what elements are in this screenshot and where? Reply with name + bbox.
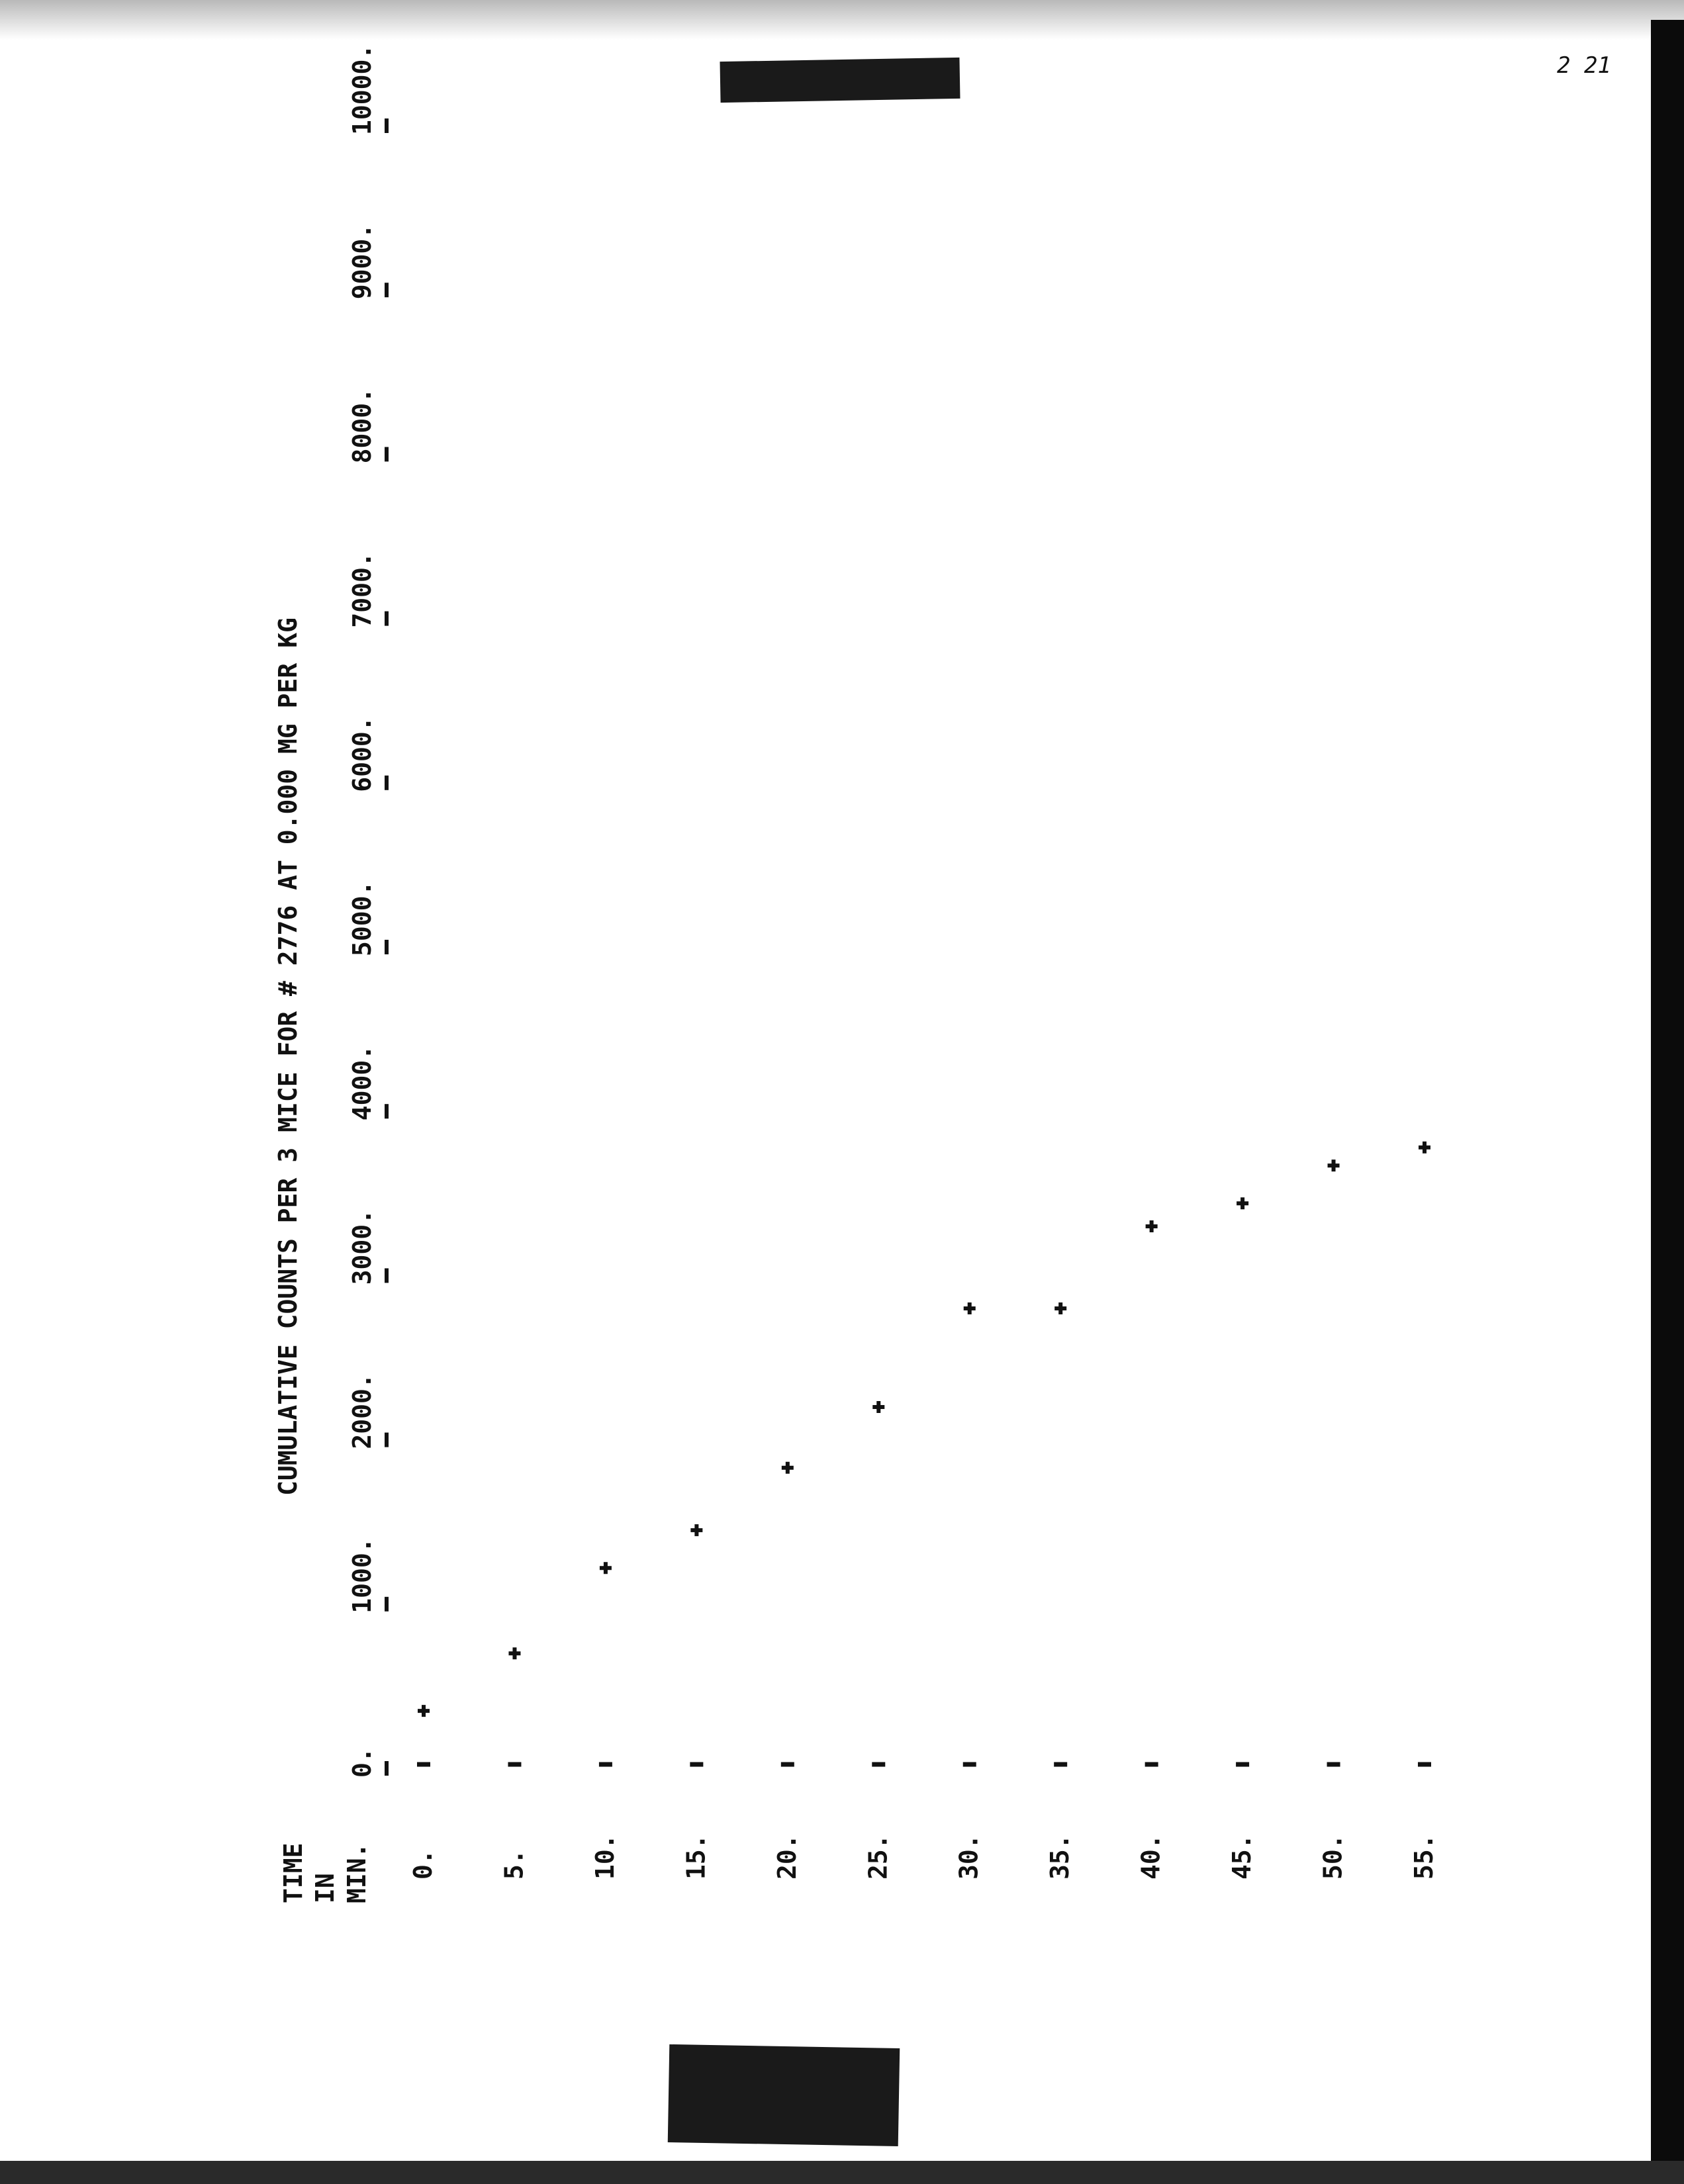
data-points [418,1142,1430,1717]
count-tick-label: 1000. [348,1537,377,1614]
data-point-plus [782,1462,794,1474]
count-tick-label: 4000. [348,1044,377,1121]
time-tick-label: 20. [772,1834,802,1880]
data-point-plus [1237,1197,1248,1209]
data-point-plus [418,1705,430,1717]
count-tick-label: 0. [348,1747,377,1778]
count-tick-label: 5000. [348,880,377,956]
count-tick-label: 8000. [348,388,377,464]
time-axis-label-line: TIME [279,1843,308,1903]
count-tick-label: 9000. [348,223,377,300]
data-point-plus [1054,1302,1066,1314]
time-axis-label-line: MIN. [342,1843,371,1903]
time-tick-label: 0. [408,1849,438,1880]
count-tick-label: 6000. [348,716,377,792]
time-tick-label: 30. [954,1834,984,1880]
data-point-plus [872,1401,884,1413]
time-tick-label: 5. [499,1849,529,1880]
time-tick-label: 25. [863,1834,893,1880]
data-point-plus [1419,1142,1430,1154]
chart-title: CUMULATIVE COUNTS PER 3 MICE FOR # 2776 AT 0.000 MG PER KG [273,617,303,1496]
time-tick-label: 50. [1318,1834,1348,1880]
handwritten-note: 2 21 [1557,52,1611,79]
data-point-plus [1146,1220,1158,1232]
count-tick-label: 10000. [348,44,377,135]
count-axis [348,44,387,1778]
time-axis [408,1764,1438,1880]
time-axis-label [279,1843,371,1903]
time-tick-label: 15. [681,1834,711,1880]
data-point-plus [964,1302,976,1314]
time-tick-label: 55. [1409,1834,1438,1880]
data-point-plus [600,1562,612,1574]
time-tick-label: 40. [1136,1834,1166,1880]
time-tick-label: 35. [1045,1834,1075,1880]
count-tick-label: 2000. [348,1373,377,1449]
time-tick-label: 10. [590,1834,620,1880]
time-tick-label: 45. [1227,1834,1257,1880]
data-point-plus [508,1647,520,1659]
data-point-plus [690,1524,702,1536]
time-axis-label-line: IN [310,1873,340,1903]
count-tick-label: 3000. [348,1209,377,1285]
count-tick-label: 7000. [348,552,377,628]
data-point-plus [1328,1160,1340,1171]
